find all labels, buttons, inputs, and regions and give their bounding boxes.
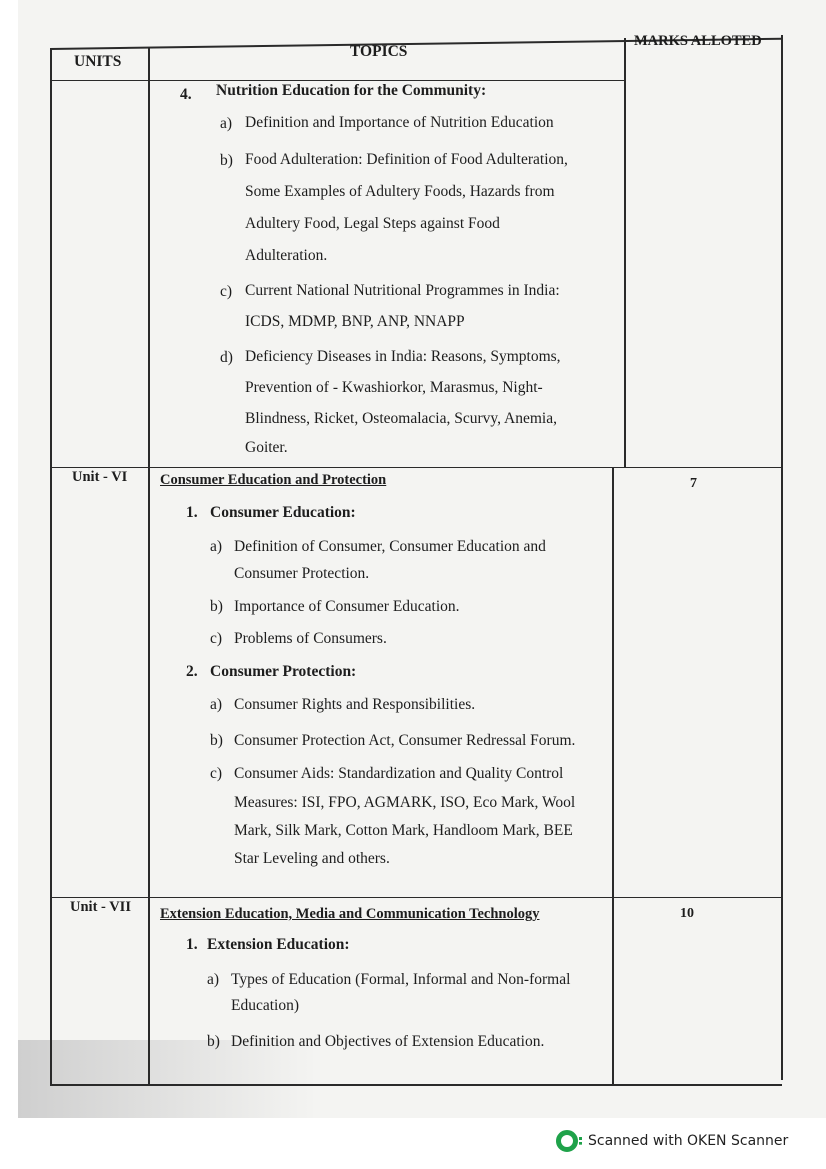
- subsection-number: 1.: [186, 504, 198, 521]
- item-text: Definition and Objectives of Extension Education.: [231, 1033, 545, 1050]
- item-label: b): [210, 598, 223, 615]
- item-label: a): [220, 115, 233, 132]
- unit-label: Unit - VII: [70, 899, 131, 915]
- item-label: d): [220, 349, 233, 366]
- row-divider-unit7: [50, 897, 782, 898]
- item-label: a): [210, 696, 223, 713]
- item-text: Consumer Protection Act, Consumer Redressal Forum.: [234, 732, 576, 749]
- item-text: Consumer Protection.: [234, 565, 370, 582]
- unit-marks: 10: [680, 906, 694, 921]
- table-left-border: [50, 48, 52, 1085]
- unit-label: Unit - VI: [72, 469, 128, 485]
- units-column-divider: [148, 48, 150, 1085]
- item-text: Food Adulteration: Definition of Food Adulteration,: [245, 151, 568, 168]
- item-text: Definition and Importance of Nutrition Education: [245, 114, 554, 131]
- section-title: Nutrition Education for the Community:: [216, 82, 487, 99]
- item-label: c): [210, 630, 223, 647]
- table-bottom-border: [50, 1084, 782, 1086]
- item-text: Definition of Consumer, Consumer Education and: [234, 538, 546, 555]
- item-label: a): [210, 538, 223, 555]
- item-label: b): [210, 732, 223, 749]
- item-text: Blindness, Ricket, Osteomalacia, Scurvy, Anemia,: [245, 410, 557, 427]
- item-text: Types of Education (Formal, Informal and Non-formal: [231, 971, 571, 988]
- subsection-title: Consumer Protection:: [210, 663, 357, 680]
- section-number: 4.: [180, 86, 192, 103]
- subsection-number: 1.: [186, 936, 198, 953]
- table-right-border: [781, 35, 783, 1080]
- item-text: ICDS, MDMP, BNP, ANP, NNAPP: [245, 313, 465, 330]
- scanner-watermark: [556, 1130, 788, 1152]
- unit-marks: 7: [690, 476, 697, 491]
- header-divider: [50, 80, 626, 81]
- item-label: a): [207, 971, 220, 988]
- item-text: Adultery Food, Legal Steps against Food: [245, 215, 500, 232]
- item-text: Education): [231, 997, 300, 1014]
- oken-logo-icon: [556, 1130, 578, 1152]
- subsection-title: Consumer Education:: [210, 504, 356, 521]
- unit-title: Consumer Education and Protection: [160, 472, 387, 488]
- item-text: Current National Nutritional Programmes in India:: [245, 282, 560, 299]
- header-marks: MARKS ALLOTED: [634, 33, 762, 49]
- subsection-number: 2.: [186, 663, 198, 680]
- item-label: b): [207, 1033, 220, 1050]
- item-text: Mark, Silk Mark, Cotton Mark, Handloom Mark, BEE: [234, 822, 573, 839]
- header-units: UNITS: [74, 53, 122, 70]
- item-text: Consumer Aids: Standardization and Quality Control: [234, 765, 564, 782]
- item-text: Measures: ISI, FPO, AGMARK, ISO, Eco Mark, Wool: [234, 794, 576, 811]
- subsection-title: Extension Education:: [207, 936, 350, 953]
- item-text: Goiter.: [245, 439, 288, 456]
- item-text: Consumer Rights and Responsibilities.: [234, 696, 476, 713]
- item-text: Star Leveling and others.: [234, 850, 390, 867]
- marks-column-divider-lower: [612, 468, 614, 1085]
- marks-column-divider: [624, 38, 626, 468]
- item-label: c): [210, 765, 223, 782]
- item-label: c): [220, 283, 233, 300]
- item-text: Deficiency Diseases in India: Reasons, Symptoms,: [245, 348, 561, 365]
- item-text: Adulteration.: [245, 247, 328, 264]
- item-text: Prevention of - Kwashiorkor, Marasmus, Night-: [245, 379, 543, 396]
- item-label: b): [220, 152, 233, 169]
- item-text: Importance of Consumer Education.: [234, 598, 460, 615]
- item-text: Problems of Consumers.: [234, 630, 387, 647]
- watermark-text: Scanned with OKEN Scanner: [588, 1133, 789, 1149]
- scan-shadow: [18, 1040, 318, 1118]
- row-divider-unit6: [50, 467, 782, 468]
- unit-title: Extension Education, Media and Communication Technology: [160, 906, 540, 922]
- header-topics: TOPICS: [350, 43, 408, 60]
- item-text: Some Examples of Adultery Foods, Hazards from: [245, 183, 555, 200]
